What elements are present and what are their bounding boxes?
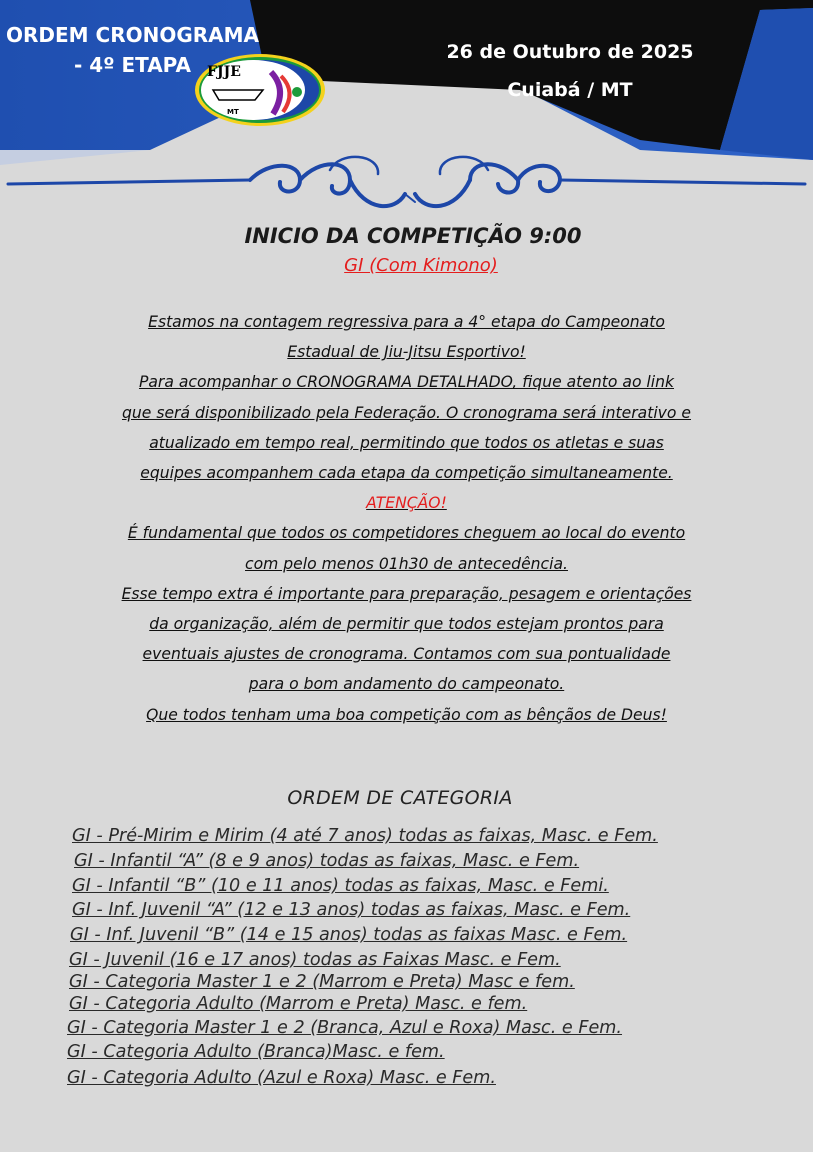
competition-start-title: INICIO DA COMPETIÇÃO 9:00: [244, 224, 582, 248]
logo-text: FJJE: [207, 64, 241, 80]
category-item: GI - Categoria Adulto (Branca)Masc. e fem.: [67, 1042, 445, 1062]
announcement-line: da organização, além de permitir que todos estejam prontos para: [149, 615, 664, 634]
announcement-line: para o bom andamento do campeonato.: [248, 675, 565, 694]
federation-logo: [193, 52, 327, 128]
event-info: [430, 33, 710, 109]
announcement-line: Que todos tenham uma boa competição com as bênçãos de Deus!: [146, 705, 667, 724]
attention-label: ATENÇÃO!: [366, 494, 447, 513]
logo-subtext: MT: [227, 108, 239, 116]
announcement-line: É fundamental que todos os competidores cheguem ao local do evento: [127, 524, 686, 543]
category-item: GI - Pré-Mirim e Mirim (4 até 7 anos) todas as faixas, Masc. e Fem.: [72, 826, 658, 846]
category-item: GI - Inf. Juvenil “B” (14 e 15 anos) todas as faixas Masc. e Fem.: [70, 925, 628, 945]
announcement-line: eventuais ajustes de cronograma. Contamos com sua pontualidade: [142, 645, 671, 664]
announcement-line: que será disponibilizado pela Federação. O cronograma será interativo e: [121, 403, 691, 422]
header-title-line2: - 4º ETAPA: [74, 53, 191, 77]
category-item: GI - Categoria Adulto (Azul e Roxa) Masc. e Fem.: [67, 1068, 496, 1088]
category-order-title: ORDEM DE CATEGORIA: [287, 787, 513, 809]
announcement-text: [40, 307, 773, 730]
event-date: 26 de Outubro de 2025: [446, 41, 694, 63]
announcement-line: Para acompanhar o CRONOGRAMA DETALHADO, fique atento ao link: [138, 373, 675, 392]
ornament-divider: [0, 150, 813, 220]
announcement-line: Esse tempo extra é importante para preparação, pesagem e orientações: [121, 584, 692, 603]
event-location: Cuiabá / MT: [507, 79, 633, 101]
category-item: GI - Categoria Adulto (Marrom e Preta) Masc. e fem.: [69, 994, 528, 1014]
header-title-line1: ORDEM CRONOGRAMA: [5, 23, 260, 47]
announcement-line: equipes acompanhem cada etapa da competição simultaneamente.: [140, 464, 673, 483]
announcement-line: Estamos na contagem regressiva para a 4° etapa do Campeonato: [148, 313, 665, 331]
category-item: GI - Infantil “A” (8 e 9 anos) todas as faixas, Masc. e Fem.: [74, 851, 580, 871]
category-item: GI - Inf. Juvenil “A” (12 e 13 anos) todas as faixas, Masc. e Fem.: [72, 900, 631, 920]
announcement-line: com pelo menos 01h30 de antecedência.: [245, 554, 568, 573]
category-item: GI - Categoria Master 1 e 2 (Branca, Azul e Roxa) Masc. e Fem.: [67, 1018, 623, 1038]
announcement-line: Estadual de Jiu-Jitsu Esportivo!: [287, 343, 526, 362]
category-item: GI - Juvenil (16 e 17 anos) todas as Faixas Masc. e Fem.: [69, 950, 561, 970]
gi-subtitle: GI (Com Kimono): [344, 255, 498, 276]
announcement-line: atualizado em tempo real, permitindo que todos os atletas e suas: [149, 433, 664, 452]
category-item: GI - Infantil “B” (10 e 11 anos) todas as faixas, Masc. e Femi.: [72, 876, 609, 896]
category-item: GI - Categoria Master 1 e 2 (Marrom e Preta) Masc e fem.: [69, 972, 575, 992]
